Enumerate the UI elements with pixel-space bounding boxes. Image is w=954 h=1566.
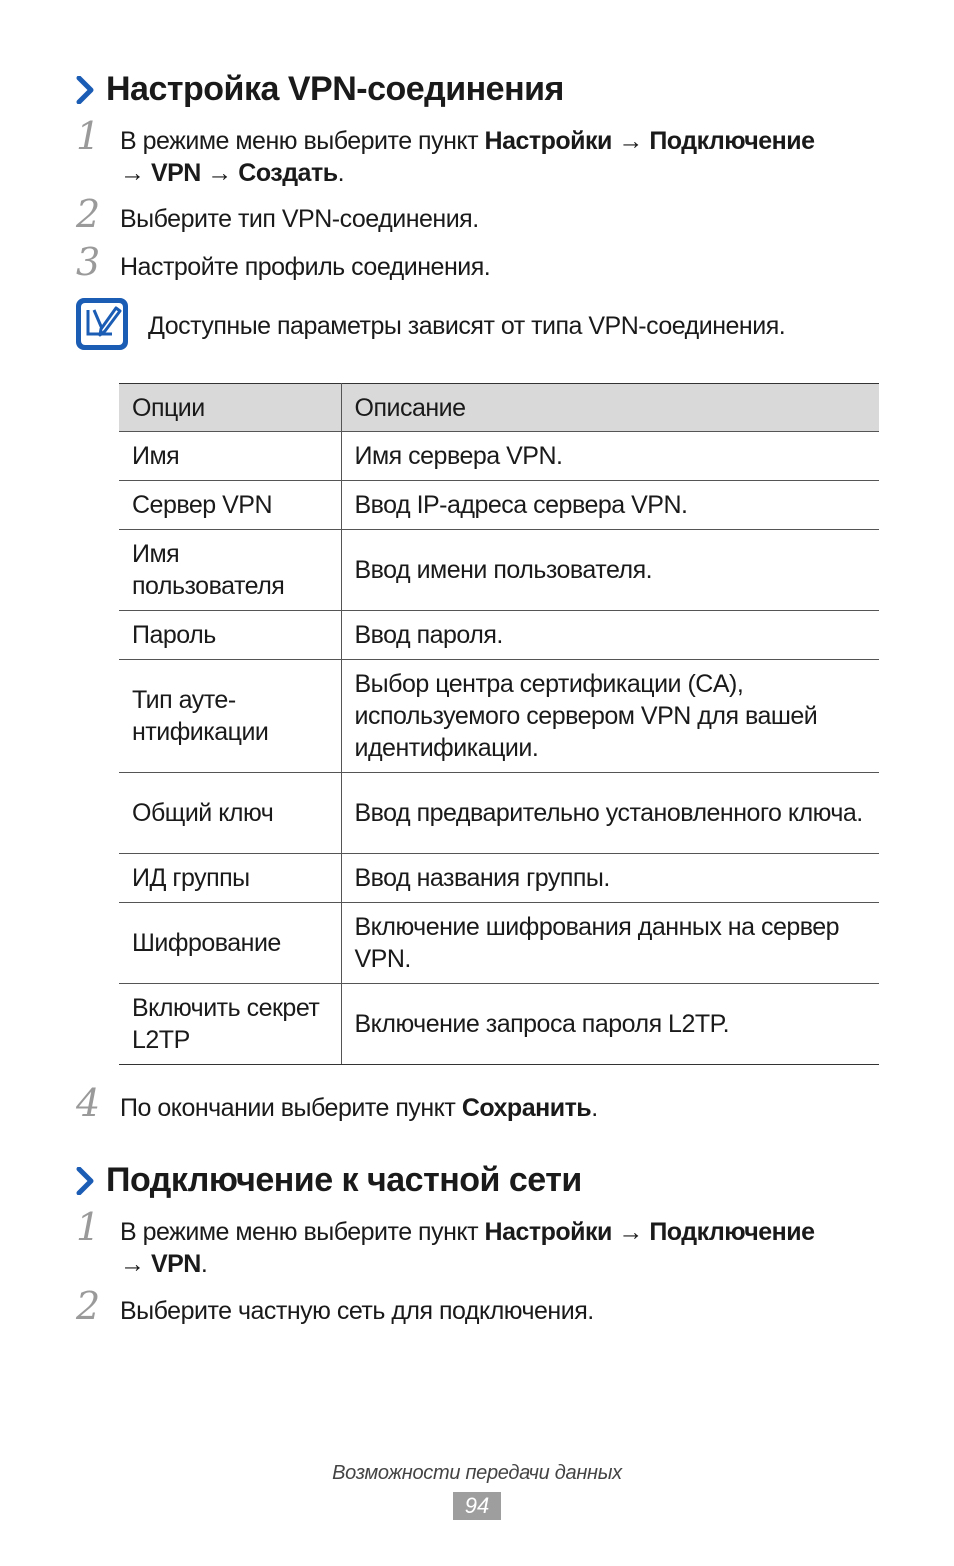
step-number: 4 [76, 1081, 101, 1125]
menu-path-create: Создать [238, 159, 338, 187]
option-cell: Сервер VPN [119, 481, 341, 530]
table-header-row [119, 384, 879, 432]
menu-path-settings: Настройки [484, 1218, 612, 1246]
option-cell: Имя пользователя [119, 530, 341, 611]
table-row [119, 903, 879, 984]
step-number: 1 [76, 114, 101, 158]
description-cell: Имя сервера VPN. [341, 432, 879, 481]
table-row [119, 611, 879, 660]
step-text: В режиме меню выберите пункт Настройки → Подключение → VPN. [120, 1218, 815, 1278]
option-cell: Включить секрет L2TP [119, 984, 341, 1065]
description-cell: Ввод IP-адреса сервера VPN. [341, 481, 879, 530]
step-text: По окончании выберите пункт Сохранить. [120, 1094, 598, 1122]
option-cell: Пароль [119, 611, 341, 660]
chevron-right-icon [76, 76, 96, 104]
step-number: 1 [76, 1205, 101, 1249]
section-title-text: Настройка VPN-соединения [106, 70, 564, 108]
note-box [74, 296, 884, 356]
step-text: Выберите частную сеть для подключения. [120, 1297, 594, 1325]
vpn-options-table [119, 383, 879, 1065]
page-number-badge: 94 [453, 1492, 501, 1520]
table-row [119, 854, 879, 903]
table-row [119, 773, 879, 854]
menu-path-save: Сохранить [461, 1094, 592, 1122]
menu-path-connection: Подключение [649, 1218, 815, 1246]
description-cell: Включение запроса пароля L2TP. [341, 984, 879, 1065]
table-row [119, 432, 879, 481]
option-cell: Шифрование [119, 903, 341, 984]
step-number: 3 [76, 240, 101, 284]
menu-path-connection: Подключение [649, 127, 815, 155]
section-title-private-network [76, 1161, 582, 1200]
step-text: Выберите тип VPN-соединения. [120, 205, 479, 233]
footer-chapter-title: Возможности передачи данных [332, 1462, 622, 1484]
menu-path-vpn: VPN [150, 1250, 201, 1278]
menu-path-vpn: VPN [150, 159, 201, 187]
table-header-description: Описание [341, 384, 879, 432]
option-cell: ИД группы [119, 854, 341, 903]
note-text: Доступные параметры зависят от типа VPN-соединения. [148, 312, 786, 340]
option-cell: Имя [119, 432, 341, 481]
table-row [119, 481, 879, 530]
section-title-text: Подключение к частной сети [106, 1161, 582, 1199]
menu-path-settings: Настройки [484, 127, 612, 155]
description-cell: Ввод имени пользователя. [341, 530, 879, 611]
option-cell: Тип ауте-нтификации [119, 660, 341, 773]
section-title-vpn-setup [76, 70, 564, 109]
chevron-right-icon [76, 1167, 96, 1195]
description-cell: Выбор центра сертификации (CA), используемого сервером VPN для вашей идентификации. [341, 660, 879, 773]
table-row [119, 984, 879, 1065]
note-pencil-icon [74, 296, 130, 352]
description-cell: Включение шифрования данных на сервер VPN. [341, 903, 879, 984]
description-cell: Ввод пароля. [341, 611, 879, 660]
option-cell: Общий ключ [119, 773, 341, 854]
description-cell: Ввод предварительно установленного ключа. [341, 773, 879, 854]
table-row [119, 660, 879, 773]
table-row [119, 530, 879, 611]
step-number: 2 [76, 192, 101, 236]
step-text: В режиме меню выберите пункт Настройки → Подключение → VPN → Создать. [120, 127, 815, 187]
step-text: Настройте профиль соединения. [120, 253, 491, 281]
step-number: 2 [76, 1284, 101, 1328]
description-cell: Ввод названия группы. [341, 854, 879, 903]
table-header-options: Опции [119, 384, 341, 432]
